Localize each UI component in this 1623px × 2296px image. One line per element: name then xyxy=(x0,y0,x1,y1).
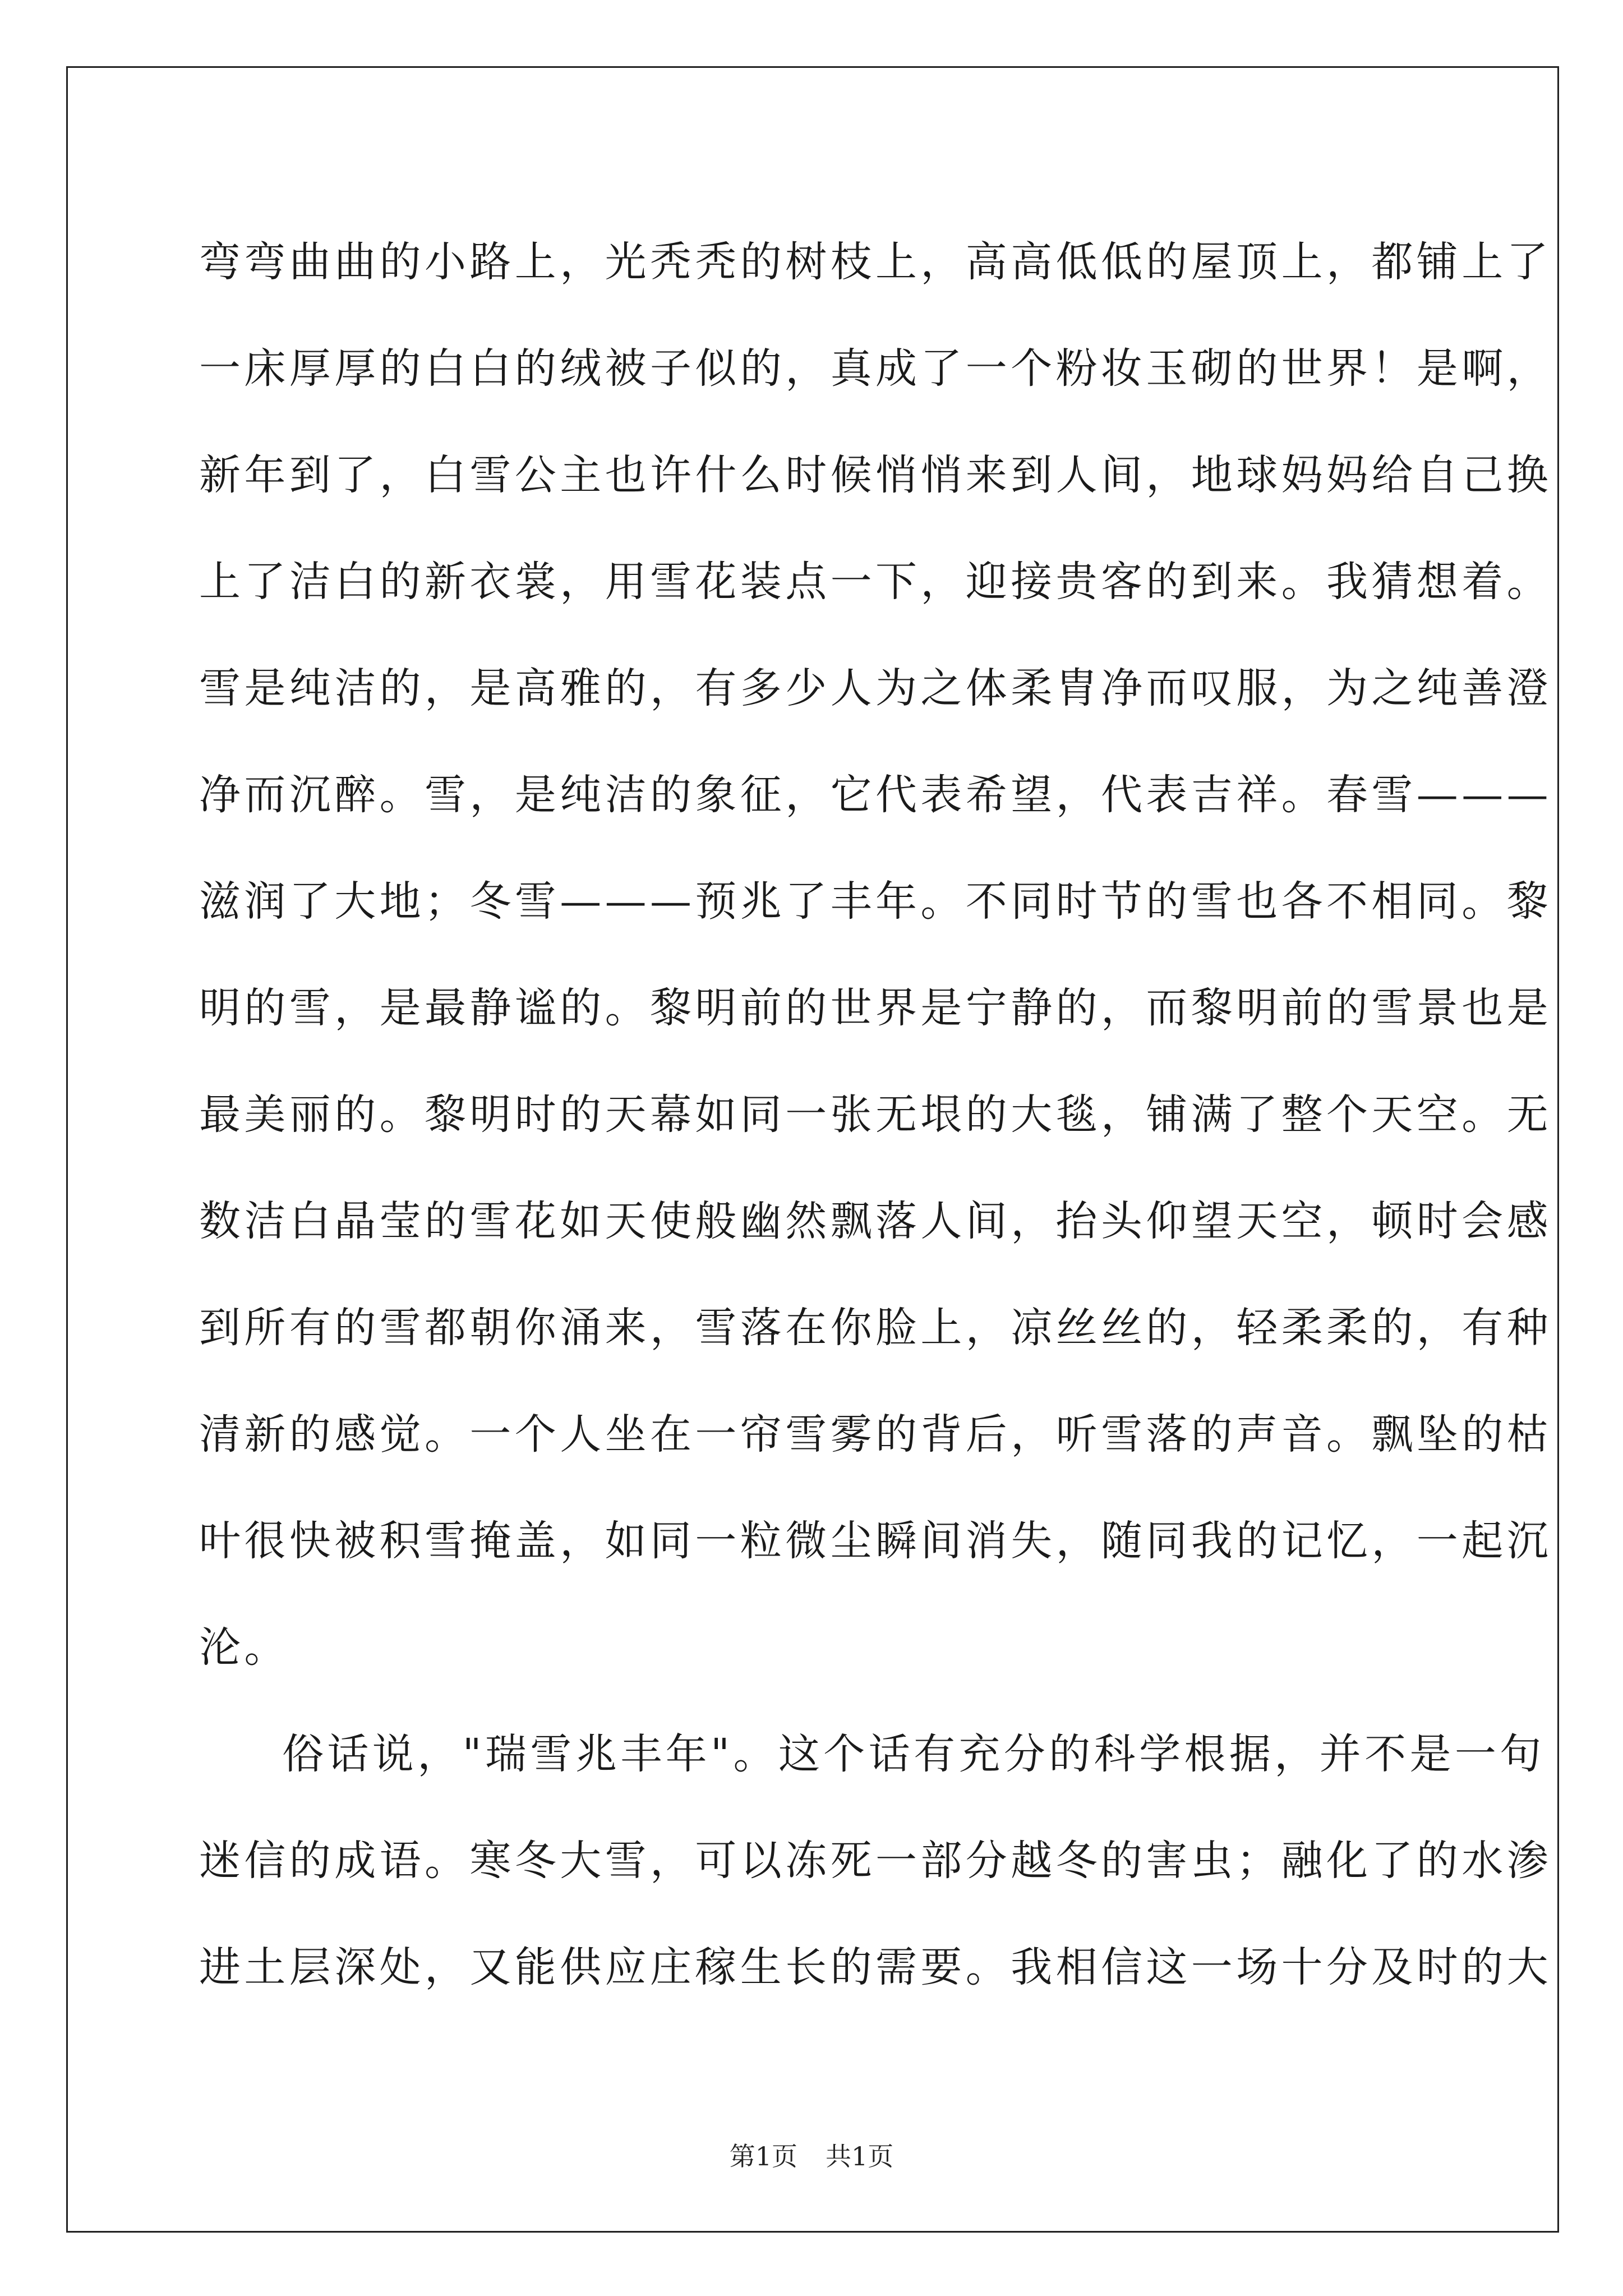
text-line: 到所有的雪都朝你涌来，雪落在你脸上，凉丝丝的，轻柔柔的，有种 xyxy=(199,1304,1552,1352)
page-footer xyxy=(0,2136,1623,2173)
text-line: 一床厚厚的白白的绒被子似的，真成了一个粉妆玉砌的世界！是啊， xyxy=(199,344,1552,393)
text-line: 迷信的成语。寒冬大雪，可以冻死一部分越冬的害虫；融化了的水渗 xyxy=(199,1837,1552,1885)
text-line: 俗话说，"瑞雪兆丰年"。这个话有充分的科学根据，并不是一句 xyxy=(282,1730,1545,1778)
text-line: 清新的感觉。一个人坐在一帘雪雾的背后，听雪落的声音。飘坠的枯 xyxy=(199,1410,1552,1458)
text-line: 新年到了，白雪公主也许什么时候悄悄来到人间，地球妈妈给自己换 xyxy=(199,451,1552,499)
text-line: 滋润了大地；冬雪———预兆了丰年。不同时节的雪也各不相同。黎 xyxy=(199,877,1552,926)
text-line: 最美丽的。黎明时的天幕如同一张无垠的大毯，铺满了整个天空。无 xyxy=(199,1091,1552,1139)
document-body xyxy=(199,209,1552,2021)
text-line: 雪是纯洁的，是高雅的，有多少人为之体柔胄净而叹服，为之纯善澄 xyxy=(199,664,1552,712)
text-line: 明的雪，是最静谧的。黎明前的世界是宁静的，而黎明前的雪景也是 xyxy=(199,984,1552,1032)
page-number-total: 共1页 xyxy=(826,2141,894,2171)
text-line: 沦。 xyxy=(199,1623,289,1672)
text-line: 叶很快被积雪掩盖，如同一粒微尘瞬间消失，随同我的记忆，一起沉 xyxy=(199,1517,1552,1565)
text-line: 弯弯曲曲的小路上，光秃秃的树枝上，高高低低的屋顶上，都铺上了 xyxy=(199,238,1552,286)
text-line: 净而沉醉。雪，是纯洁的象征，它代表希望，代表吉祥。春雪——— xyxy=(199,771,1552,819)
paragraph-1 xyxy=(199,209,1552,1701)
paragraph-2 xyxy=(199,1701,1552,2021)
text-line: 进土层深处，又能供应庄稼生长的需要。我相信这一场十分及时的大 xyxy=(199,1943,1552,1991)
text-line: 数洁白晶莹的雪花如天使般幽然飘落人间，抬头仰望天空，顿时会感 xyxy=(199,1197,1552,1245)
page-number-current: 第1页 xyxy=(729,2141,797,2171)
text-line: 上了洁白的新衣裳，用雪花装点一下，迎接贵客的到来。我猜想着。 xyxy=(199,558,1552,606)
